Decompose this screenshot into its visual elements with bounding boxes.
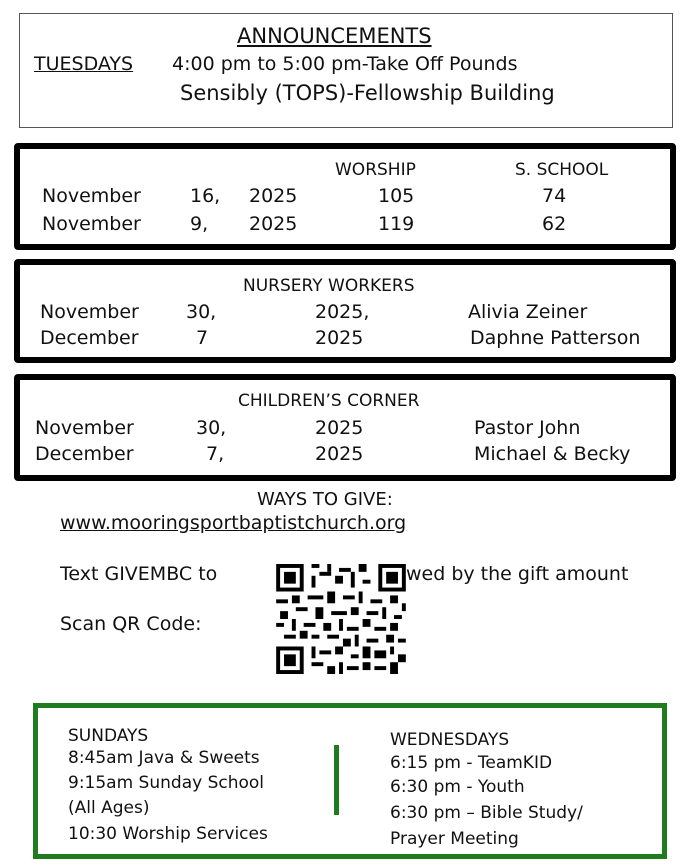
childrens-row-2-month: December bbox=[35, 443, 134, 465]
nursery-row-2-month: December bbox=[40, 327, 139, 349]
childrens-row-1-day: 30, bbox=[196, 417, 227, 439]
attendance-row-2-year: 2025 bbox=[249, 213, 298, 235]
give-website-link[interactable]: www.mooringsportbaptistchurch.org bbox=[60, 512, 407, 534]
attendance-row-2-worship: 119 bbox=[378, 213, 415, 235]
sundays-item-2: 9:15am Sunday School bbox=[68, 773, 265, 793]
attendance-row-2-day: 9, bbox=[190, 213, 209, 235]
announcements-line-2: Sensibly (TOPS)-Fellowship Building bbox=[180, 81, 555, 105]
wednesdays-item-4: Prayer Meeting bbox=[390, 829, 519, 849]
wednesdays-title: WEDNESDAYS bbox=[390, 730, 510, 750]
childrens-row-2-name: Michael & Becky bbox=[474, 443, 631, 465]
scan-qr-label: Scan QR Code: bbox=[60, 613, 202, 635]
childrens-row-2-year: 2025 bbox=[315, 443, 364, 465]
attendance-row-1-year: 2025 bbox=[249, 185, 298, 207]
wednesdays-item-1: 6:15 pm - TeamKID bbox=[390, 753, 553, 773]
qr-code-icon[interactable] bbox=[275, 564, 407, 674]
sundays-item-1: 8:45am Java & Sweets bbox=[68, 748, 260, 768]
nursery-row-2-year: 2025 bbox=[315, 327, 364, 349]
nursery-row-1-name: Alivia Zeiner bbox=[468, 301, 588, 323]
nursery-row-1-month: November bbox=[40, 301, 139, 323]
nursery-row-2-name: Daphne Patterson bbox=[470, 327, 641, 349]
childrens-corner-title: CHILDREN’S CORNER bbox=[238, 391, 420, 411]
attendance-row-1-worship: 105 bbox=[378, 185, 415, 207]
wednesdays-item-2: 6:30 pm - Youth bbox=[390, 777, 525, 797]
give-text-prefix: Text GIVEMBC to bbox=[60, 563, 218, 585]
header-sunday-school: S. SCHOOL bbox=[515, 160, 609, 180]
sundays-item-3: (All Ages) bbox=[68, 798, 150, 818]
header-worship: WORSHIP bbox=[335, 160, 416, 180]
attendance-row-2-month: November bbox=[42, 213, 141, 235]
childrens-row-2-day: 7, bbox=[206, 443, 225, 465]
announcements-title: ANNOUNCEMENTS bbox=[237, 24, 432, 48]
attendance-row-1-day: 16, bbox=[190, 185, 221, 207]
nursery-row-1-day: 30, bbox=[186, 301, 217, 323]
give-text-suffix: wed by the gift amount bbox=[406, 563, 629, 585]
announcements-day: TUESDAYS bbox=[34, 53, 134, 75]
nursery-title: NURSERY WORKERS bbox=[243, 276, 415, 296]
give-title: WAYS TO GIVE: bbox=[257, 489, 393, 510]
attendance-row-1-month: November bbox=[42, 185, 141, 207]
schedule-divider bbox=[334, 745, 339, 815]
announcements-line-1: 4:00 pm to 5:00 pm-Take Off Pounds bbox=[172, 53, 518, 75]
nursery-row-1-year: 2025, bbox=[315, 301, 370, 323]
nursery-row-2-day: 7 bbox=[196, 327, 209, 349]
childrens-row-1-name: Pastor John bbox=[474, 417, 581, 439]
sundays-title: SUNDAYS bbox=[68, 726, 149, 746]
attendance-row-1-sschool: 74 bbox=[542, 185, 567, 207]
childrens-row-1-month: November bbox=[35, 417, 134, 439]
childrens-row-1-year: 2025 bbox=[315, 417, 364, 439]
sundays-item-4: 10:30 Worship Services bbox=[68, 824, 268, 844]
attendance-row-2-sschool: 62 bbox=[542, 213, 567, 235]
wednesdays-item-3: 6:30 pm – Bible Study/ bbox=[390, 803, 583, 823]
